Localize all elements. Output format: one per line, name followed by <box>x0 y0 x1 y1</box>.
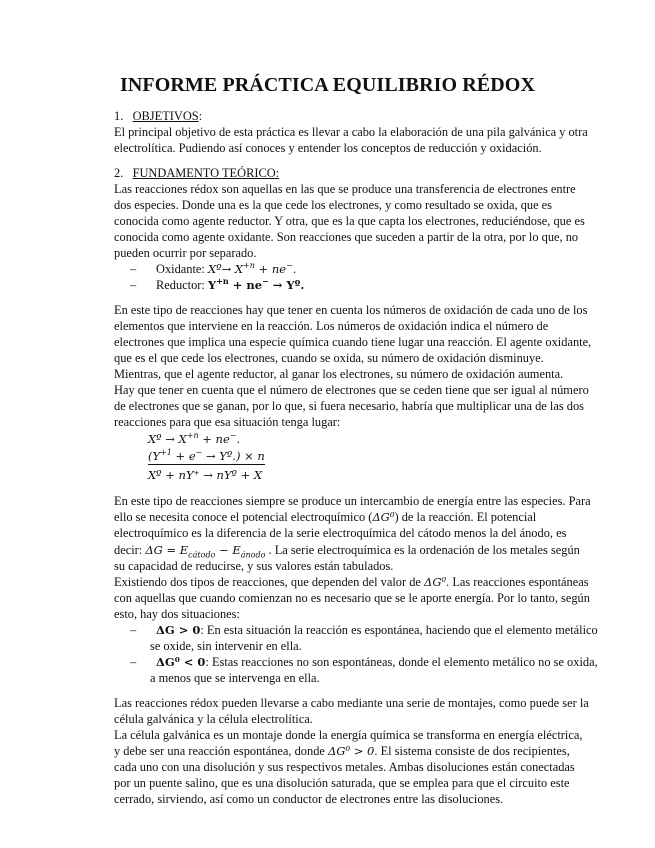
section-title: FUNDAMENTO TEÓRICO: <box>132 166 280 180</box>
eq-part: . <box>236 432 241 446</box>
bullet-non-spontaneous <box>130 654 598 670</box>
bullet-dash: – <box>130 623 137 637</box>
equation <box>148 449 265 463</box>
equation <box>148 432 240 446</box>
paragraph-line: cerrado, sirviendo, así como un conductor de electrones entre las disoluciones. <box>114 792 504 806</box>
equation-line-2 <box>148 448 265 465</box>
eq-part: − E <box>215 543 241 557</box>
paragraph-line: electroquímico es la diferencia de la serie electroquímica del cátodo menos la del ánodo, es <box>114 526 567 540</box>
eq-part: Xº → X <box>148 432 187 446</box>
paragraph-line: En este tipo de reacciones hay que tener en cuenta los números de oxidación de cada uno de los <box>114 303 588 317</box>
eq-part: + ne <box>198 432 230 446</box>
eq-part: → Yº.) × n <box>202 449 265 463</box>
paragraph-line: cada uno con una disolución y sus respectivos metales. Ambas disoluciones están conectadas <box>114 760 575 774</box>
bullet-dash: – <box>130 262 137 276</box>
text-part: ello se necesita conoce el potencial electroquímico ( <box>114 510 373 524</box>
section-number: 1. <box>114 109 124 123</box>
paragraph-line: La célula galvánica es un montaje donde la energía química se transforma en energía eléctrica, <box>114 728 583 742</box>
eq-part: . <box>292 262 297 276</box>
eq-sup: +n <box>216 276 229 287</box>
inline-math: ΔG⁰ <box>424 575 447 589</box>
eq-sup: − <box>286 261 293 271</box>
paragraph-line: conocida como agente oxidante. Son reacciones que suceden a partir de la otra, por lo que, no <box>114 230 579 244</box>
bullet-reductor <box>130 277 304 293</box>
text-part: Existiendo dos tipos de reacciones, que dependen del valor de <box>114 575 425 589</box>
inline-math: ΔG⁰ > 0 <box>328 744 375 758</box>
eq-part: ΔG = E <box>145 543 189 557</box>
paragraph-line: conocida como agente reductor. Y otra, que es la que capta los electrones, reduciéndose, que es <box>114 214 585 228</box>
section-title: OBJETIVOS <box>132 109 199 123</box>
bullet-oxidante <box>130 261 296 277</box>
paragraph-line <box>114 509 536 525</box>
eq-part: + ne <box>228 278 263 292</box>
bullet-label: Oxidante: <box>156 262 208 276</box>
inline-math: ΔG⁰ <box>372 510 395 524</box>
text-part: . La serie electroquímica es la ordenación de los metales según <box>265 543 580 557</box>
eq-part: → Yº. <box>268 278 305 292</box>
eq-sub: ánodo <box>240 550 266 560</box>
paragraph-line: Hay que tener en cuenta que el número de electrones que se ceden tiene que ser igual al número <box>114 383 589 397</box>
eq-sup: − <box>229 431 237 441</box>
paragraph-line: electrones que implica una especie química cuando tiene lugar una reacción. El agente oxidante, <box>114 335 592 349</box>
paragraph-line: elementos que interviene en la reacción. Los números de oxidación indica el número de <box>114 319 549 333</box>
paragraph-line: a menos que se intervenga en ella. <box>150 671 320 685</box>
paragraph-line: Mientras, que el agente reductor, al ganar los electrones, su número de oxidación aumenta. <box>114 367 564 381</box>
section-fundamento-heading <box>114 165 279 181</box>
paragraph-line: Las reacciones rédox son aquellas en las que se produce una transferencia de electrones entre <box>114 182 576 196</box>
text-part: . El sistema consiste de dos recipientes, <box>374 744 570 758</box>
paragraph-line <box>114 542 580 558</box>
eq-part: (Y <box>148 449 161 463</box>
equation: Xº + nY⁺ → nYº + X <box>148 468 263 482</box>
bullet-spontaneous <box>130 622 598 638</box>
bullet-label: Reductor: <box>156 278 208 292</box>
equation-line-1 <box>148 431 240 447</box>
equation <box>208 278 304 292</box>
text-part: . Las reacciones espontáneas <box>446 575 589 589</box>
text-part: : Estas reacciones no son espontáneas, donde el elemento metálico no se oxida, <box>205 655 598 669</box>
paragraph-line: dos especies. Donde una es la que cede los electrones, y como resultado se oxida, que es <box>114 198 553 212</box>
paragraph-line: su capacidad de reducirse, y sus valores están tabulados. <box>114 559 394 573</box>
paragraph-line: pueden ocurrir por separado. <box>114 246 257 260</box>
paragraph-line: electrolítica. Pudiendo así conoces y entender los conceptos de reducción y oxidación. <box>114 141 542 155</box>
inline-math <box>145 543 266 560</box>
equation <box>208 262 296 276</box>
paragraph-line: reacciones para que esa situación tenga lugar: <box>114 415 341 429</box>
text-part: ) de la reacción. El potencial <box>394 510 537 524</box>
eq-sup: +n <box>186 431 199 441</box>
bullet-dash: – <box>130 278 137 292</box>
paragraph-line: Las reacciones rédox pueden llevarse a cabo mediante una serie de montajes, como puede ser la <box>114 696 589 710</box>
paragraph-line: que es el que cede los electrones, cuando se oxida, su número de oxidación disminuye. <box>114 351 544 365</box>
paragraph-line: esto, hay dos situaciones: <box>114 607 240 621</box>
eq-part: Xº→ X <box>207 262 244 276</box>
paragraph-line: de electrones que se ganan, por lo que, si fuera necesario, habría que multiplicar una de las dos <box>114 399 584 413</box>
paragraph-line: por un puente salino, que es una disolución saturada, que se emplea para que el circuito este <box>114 776 570 790</box>
paragraph-line <box>114 574 589 590</box>
eq-sup: +1 <box>160 448 172 458</box>
paragraph-line <box>114 743 570 759</box>
eq-part: + ne <box>254 262 287 276</box>
inline-math: ΔG > 0 <box>156 623 201 637</box>
document-title: INFORME PRÁCTICA EQUILIBRIO RÉDOX <box>119 74 535 96</box>
paragraph-line: En este tipo de reacciones siempre se produce un intercambio de energía entre las especies. Para <box>114 494 591 508</box>
text-part: y debe ser una reacción espontánea, donde <box>114 744 328 758</box>
eq-sup: +n <box>243 261 255 271</box>
eq-sup: − <box>195 448 203 458</box>
eq-part: + e <box>171 449 196 463</box>
section-number: 2. <box>114 166 124 180</box>
equation-line-3 <box>148 467 262 483</box>
eq-part: Y <box>207 278 217 292</box>
eq-sup: − <box>262 276 269 287</box>
text-part: decir: <box>114 543 146 557</box>
inline-math: ΔG⁰ < 0 <box>156 655 206 669</box>
paragraph-line: se oxide, sin intervenir en ella. <box>150 639 302 653</box>
section-objetivos-heading <box>114 108 202 124</box>
paragraph-line: El principal objetivo de esta práctica es llevar a cabo la elaboración de una pila galvánica y otra <box>114 125 588 139</box>
text-part: : En esta situación la reacción es espontánea, haciendo que el elemento metálico <box>200 623 598 637</box>
bullet-dash: – <box>130 655 137 669</box>
paragraph-line: célula galvánica y la célula electrolítica. <box>114 712 313 726</box>
heading-colon: : <box>198 109 203 123</box>
eq-sub: cátodo <box>188 550 216 560</box>
paragraph-line: con aquellas que cuando comienzan no es necesario que se le aporte energía. Por lo tanto, según <box>114 591 590 605</box>
